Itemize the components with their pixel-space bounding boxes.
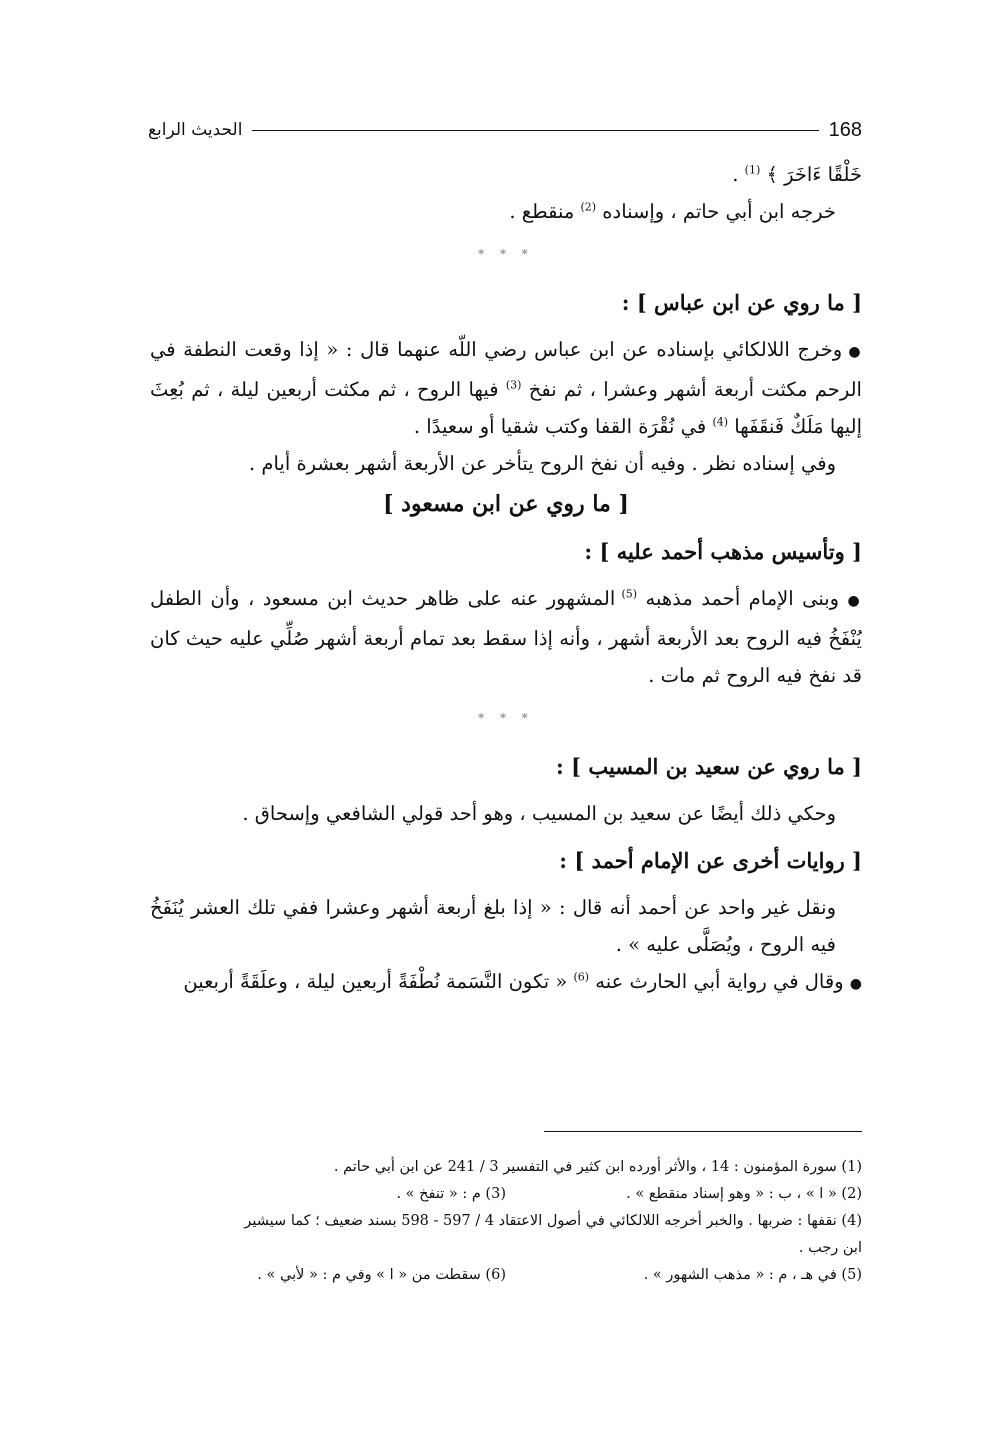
heading-ibn-abbas: [ ما روي عن ابن عباس ] :	[621, 290, 862, 315]
footnote-ref: (2)	[580, 200, 597, 214]
verse-tail: .	[732, 163, 745, 186]
takhrij-text: خرجه ابن أبي حاتم ، وإسناده	[596, 200, 836, 223]
section-separator: * * *	[478, 711, 534, 725]
heading-ahmad-basis: [ وتأسيس مذهب أحمد عليه ] :	[584, 539, 862, 564]
paragraph-text: وخرج اللالكائي بإسناده عن ابن عباس رضي اللّه عنهما قال : « إذا وقعت النطفة في الرحم مكثت أربعة أشهر وعشرا ، ثم نفخ	[150, 338, 862, 401]
paragraph-lalakai	[150, 331, 862, 445]
footnote-row	[150, 1262, 862, 1289]
paragraph-ahmad-madhhab	[150, 580, 862, 694]
paragraph-ibn-musayyib: وحكي ذلك أيضًا عن سعيد بن المسيب ، وهو أحد قولي الشافعي وإسحاق .	[242, 802, 836, 825]
footnote-5: (5) في هـ ، م : « مذهب الشهور » .	[643, 1267, 862, 1283]
verse-text: خَلْقًا ءَاخَرَ ﴾	[766, 163, 862, 186]
heading-ibn-musayyib: [ ما روي عن سعيد بن المسيب ] :	[556, 754, 862, 779]
page-number: 168	[828, 118, 862, 141]
paragraph-text: في نُقْرَة القفا وكتب شقيا أو سعيدًا .	[413, 415, 713, 438]
paragraph-text: وقال في رواية أبي الحارث عنه	[589, 970, 850, 993]
paragraph-text: فيها الروح ، ثم مكثت أربعين ليلة ، ثم بُعِثَ إليها مَلَكٌ فَنقَفَها	[150, 378, 862, 438]
takhrij-line	[150, 193, 862, 230]
heading-other-narrations: [ روايات أخرى عن الإمام أحمد ] :	[559, 848, 862, 873]
footnote-rule	[544, 1131, 862, 1132]
paragraph-ahmad-narration: ونقل غير واحد عن أحمد أنه قال : « إذا بلغ أربعة أشهر وعشرا ففي تلك العشر يُنَفَخُ فيه الروح ، ويُصَلَّى عليه » .	[150, 896, 836, 956]
bullet-icon: ●	[849, 976, 862, 992]
bullet-icon: ●	[848, 344, 862, 360]
footnote-1: (1) سورة المؤمنون : 14 ، والأثر أورده ابن كثير في التفسير 3 / 241 عن ابن أبي حاتم .	[333, 1159, 862, 1175]
footnote-6: (6) سقطت من « ا » وفي م : « لأبي » .	[257, 1267, 506, 1283]
bullet-icon: ●	[847, 593, 863, 609]
section-separator: * * *	[478, 247, 534, 261]
footnote-4-continued: ابن رجب .	[798, 1240, 862, 1256]
footnote-2: (2) « ا » ، ب : « وهو إسناد منقطع » .	[626, 1186, 862, 1202]
footnote-4: (4) نقفها : ضربها . والخبر أخرجه اللالكائي في أصول الاعتقاد 4 / 597 - 598 بسند ضعيف ؛ كما سيشير	[244, 1213, 862, 1229]
footnote-ref: (3)	[505, 378, 522, 392]
footnote-ref: (1)	[744, 163, 761, 177]
paragraph-isnad-note: وفي إسناده نظر . وفيه أن نفخ الروح يتأخر عن الأربعة أشهر بعشرة أيام .	[248, 452, 836, 475]
heading-ibn-masud: [ ما روي عن ابن مسعود ]	[383, 491, 629, 517]
paragraph-text: « تكون النَّسَمة نُطْفَةً أربعين ليلة ، وعلَقَةً أربعين	[183, 970, 574, 993]
running-title: الحديث الرابع	[148, 120, 243, 140]
footnote-ref: (6)	[573, 970, 590, 984]
footnote-row	[150, 1181, 862, 1208]
header-rule	[252, 130, 818, 131]
page-header	[148, 112, 862, 148]
footnote-3: (3) م : « تنفخ » .	[396, 1186, 506, 1202]
footnotes	[150, 1154, 862, 1289]
paragraph-text: وبنى الإمام أحمد مذهبه	[637, 587, 848, 610]
takhrij-text: منقطع .	[509, 200, 581, 223]
footnote-ref: (5)	[621, 587, 638, 601]
main-text	[150, 156, 862, 1003]
paragraph-abu-harith	[150, 963, 862, 1003]
paragraph-text: المشهور عنه على ظاهر حديث ابن مسعود ، وأن الطفل يُنْفَخُ فيه الروح بعد الأربعة أشهر ، وأنه إذا سقط بعد تمام أربعة أشهر صُلِّي عليه حيث كان قد نفخ فيه الروح ثم مات .	[150, 587, 862, 687]
footnote-ref: (4)	[712, 415, 729, 429]
quran-verse-end	[150, 156, 862, 193]
